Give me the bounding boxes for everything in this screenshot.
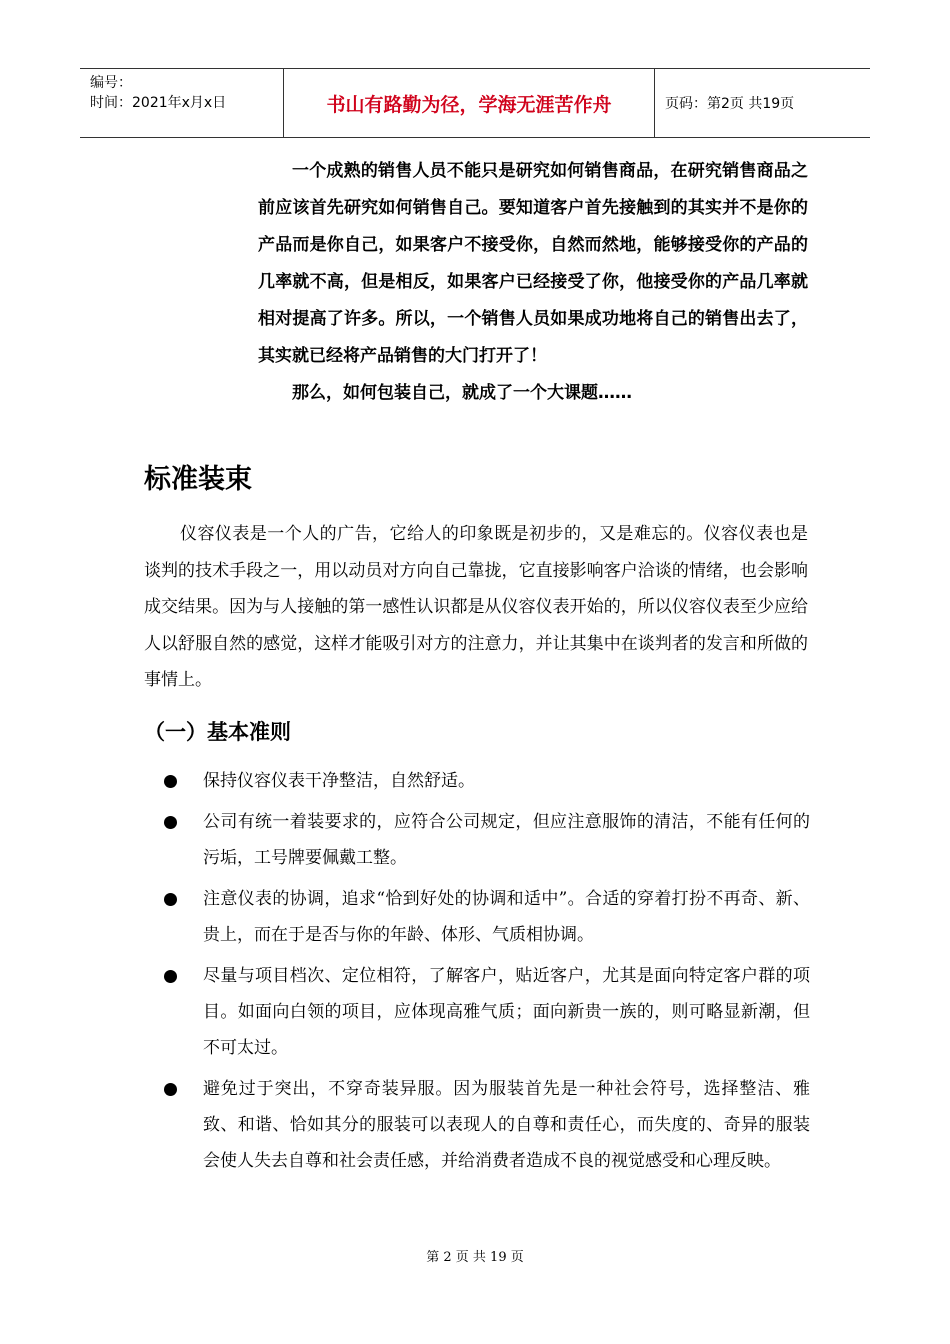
intro-paragraph-1: 一个成熟的销售人员不能只是研究如何销售商品，在研究销售商品之前应该首先研究如何销售自己。要知道客户首先接触到的其实并不是你的产品而是你自己，如果客户不接受你，自然而然地，能够接受你的产品的几率就不高，但是相反，如果客户已经接受了你，他接受你的产品几率就相对提高了许多。所以，一个销售人员如果成功地将自己的销售出去了，其实就已经将产品销售的大门打开了！ [258,161,808,366]
document-number-label: 编号： [90,75,132,91]
list-item-text: 保持仪容仪表干净整洁，自然舒适。 [203,771,475,791]
list-item [160,804,810,876]
list-item-text: 避免过于突出，不穿奇装异服。因为服装首先是一种社会符号，选择整洁、雅致、和谐、恰如其分的服装可以表现人的自尊和责任心，而失度的、奇异的服装会使人失去自尊和社会责任感，并给消费者造成不良的视觉感受和心理反映。 [203,1079,810,1171]
header-page-info: 页码：第2页 共19页 [665,96,795,112]
bullet-icon [164,775,177,788]
bullet-icon [164,1083,177,1096]
list-item-text: 注意仪表的协调，追求“恰到好处的协调和适中”。合适的穿着打扮不再奇、新、贵上，而在于是否与你的年龄、体形、气质相协调。 [203,889,810,945]
document-time-label: 时间：2021年x月x日 [90,95,227,111]
document-header [80,68,870,138]
header-meta-cell [80,69,283,137]
list-item [160,763,810,799]
intro-paragraph-2: 那么，如何包装自己，就成了一个大课题…… [292,383,632,403]
intro-block [258,153,808,412]
subsection-title: （一）基本准则 [144,720,291,744]
list-item [160,881,810,953]
section-title: 标准装束 [144,464,252,495]
header-motto: 书山有路勤为径，学海无涯苦作舟 [283,69,655,137]
list-item-text: 公司有统一着装要求的，应符合公司规定，但应注意服饰的清洁，不能有任何的污垢，工号牌要佩戴工整。 [203,812,810,868]
list-item [160,1071,810,1179]
page-footer: 第 2 页 共 19 页 [426,1250,524,1265]
bullet-icon [164,816,177,829]
bullet-icon [164,970,177,983]
section-paragraph: 仪容仪表是一个人的广告，它给人的印象既是初步的，又是难忘的。仪容仪表也是谈判的技术手段之一，用以动员对方向自己靠拢，它直接影响客户洽谈的情绪，也会影响成交结果。因为与人接触的第一感性认识都是从仪容仪表开始的，所以仪容仪表至少应给人以舒服自然的感觉，这样才能吸引对方的注意力，并让其集中在谈判者的发言和所做的事情上。 [144,524,808,690]
list-item [160,958,810,1066]
bullet-icon [164,893,177,906]
principles-list [160,763,810,1184]
list-item-text: 尽量与项目档次、定位相符，了解客户，贴近客户，尤其是面向特定客户群的项目。如面向白领的项目，应体现高雅气质；面向新贵一族的，则可略显新潮，但不可太过。 [203,966,810,1058]
